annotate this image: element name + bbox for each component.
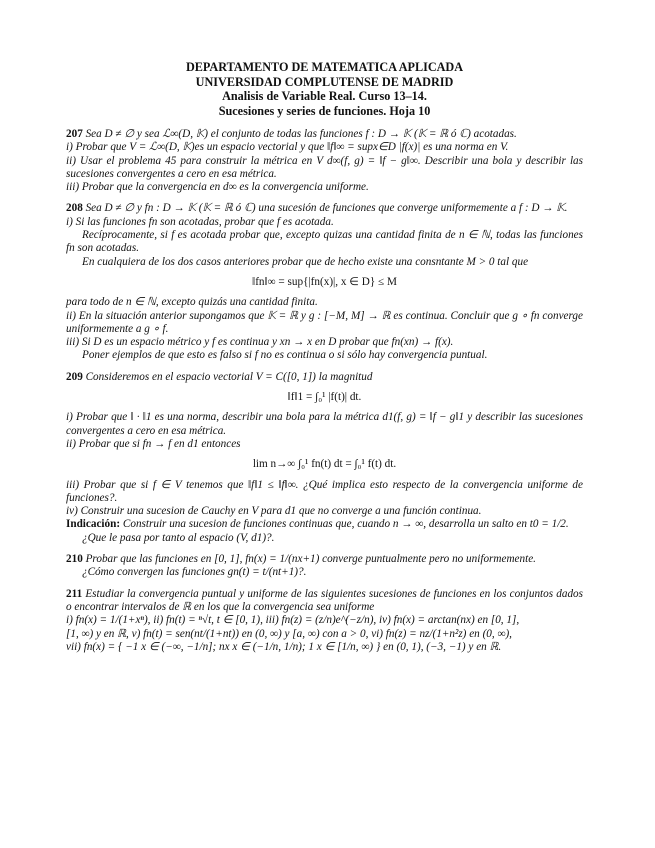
exercise-part: En cualquiera de los dos casos anteriores probar que de hecho existe una consntante M > 0 tal que [82,255,529,268]
exercise-statement: Sea D ≠ ∅ y fn : D → 𝕂 (𝕂 = ℝ ó ℂ) una sucesión de funciones que converge uniformemente a f : D → 𝕂. [85,202,568,215]
exercise-part: ii) Usar el problema 45 para construir la métrica en V d∞(f, g) = ‖f − g‖∞. Describir una bola y describir las sucesiones convergentes a cero en esa métrica. [66,154,583,180]
exercise-part: iii) Si D es un espacio métrico y f es continua y xn → x en D probar que fn(xn) → f(x). [66,336,454,349]
display-equation: ‖fn‖∞ = sup{|fn(x)|, x ∈ D} ≤ M [252,275,397,288]
exercise-part: i) Si las funciones fn son acotadas, probar que f es acotada. [66,215,334,228]
display-equation: ‖f‖1 = ∫₀¹ |f(t)| dt. [287,391,362,404]
exercise-number: 211 [66,587,83,600]
exercise-210 [66,553,583,580]
exercise-part: ii) En la situación anterior supongamos que 𝕂 = ℝ y g : [−M, M] → ℝ es continua. Concluir que g ∘ fn converge uniformemente a g ∘ f. [66,309,583,335]
exercise-statement: Consideremos en el espacio vectorial V = C([0, 1]) la magnitud [85,370,373,383]
exercise-number: 208 [66,202,83,215]
exercise-statement: Estudiar la convergencia puntual y uniforme de las siguientes sucesiones de funciones en los conjuntos dados o encontrar intervalos de ℝ en los que la convergencia sea uniforme [66,587,583,613]
display-equation: lim n→∞ ∫₀¹ fn(t) dt = ∫₀¹ f(t) dt. [252,458,397,471]
exercise-part: i) Probar que ‖ · ‖1 es una norma, describir una bola para la métrica d1(f, g) = ‖f − g‖1 y describir las sucesiones convergentes a cero en esa métrica. [66,411,583,437]
exercise-part: i) fn(x) = 1/(1+xⁿ), ii) fn(t) = ⁿ√t, t ∈ [0, 1), iii) fn(z) = (z/n)e^(−z/n), iv) fn(x) = arctan(nx) en [0, 1], [66,614,520,627]
sheet-title: Sucesiones y series de funciones. Hoja 10 [218,103,431,118]
exercise-part: [1, ∞) y en ℝ, v) fn(t) = sen(nt/(1+nt)) en (0, ∞) y [a, ∞) con a > 0, vi) fn(z) = nz/(1+n²z) en (0, ∞), [66,627,512,640]
exercise-number: 210 [66,553,83,566]
exercise-part: para todo de n ∈ ℕ, excepto quizás una cantidad finita. [66,296,318,309]
exercise-statement: Sea D ≠ ∅ y sea ℒ∞(D, 𝕂) el conjunto de todas las funciones f : D → 𝕂 (𝕂 = ℝ ó ℂ) acotadas. [85,128,517,140]
exercise-number: 209 [66,370,83,383]
exercise-part: vii) fn(x) = { −1 x ∈ (−∞, −1/n]; nx x ∈ (−1/n, 1/n); 1 x ∈ [1/n, ∞) } en (0, 1), (−3, −1) y en ℝ. [66,640,502,653]
exercise-part: iv) Construir una sucesion de Cauchy en V para d1 que no converge a una función continua. [66,505,482,518]
exercise-207 [66,128,583,194]
exercise-part: i) Probar que V = ℒ∞(D, 𝕂)es un espacio vectorial y que ‖f‖∞ = supx∈D |f(x)| es una norma en V. [66,141,509,154]
sheet-header [66,60,583,118]
exercise-sheet [66,60,583,654]
exercise-part: ¿Cómo convergen las funciones gn(t) = t/(nt+1)?. [82,566,307,579]
university-title: UNIVERSIDAD COMPLUTENSE DE MADRID [195,74,454,89]
exercise-208 [66,202,583,362]
exercise-part: Poner ejemplos de que esto es falso si f no es continua o si sólo hay convergencia puntual. [82,349,488,362]
exercise-part: iii) Probar que la convergencia en d∞ es la convergencia uniforme. [66,181,369,194]
exercise-statement: Probar que las funciones en [0, 1], fn(x) = 1/(nx+1) converge puntualmente pero no uniformemente. [85,553,536,566]
department-title: DEPARTAMENTO DE MATEMATICA APLICADA [185,60,464,74]
exercise-211 [66,588,583,654]
exercise-part: Recíprocamente, si f es acotada probar que, excepto quizas una cantidad finita de n ∈ ℕ, todas las funciones fn son acotadas. [66,229,583,255]
hint-label: Indicación: [66,518,121,531]
exercise-part: ii) Probar que si fn → f en d1 entonces [66,437,241,450]
exercise-part: ¿Que le pasa por tanto al espacio (V, d1)?. [82,531,275,544]
exercise-part: iii) Probar que si f ∈ V tenemos que ‖f‖1 ≤ ‖f‖∞. ¿Qué implica esto respecto de la convergencia uniforme de funciones?. [66,478,583,504]
hint-text: Construir una sucesion de funciones continuas que, cuando n → ∞, desarrolla un salto en t0 = 1/2. [122,518,569,531]
course-title: Analisis de Variable Real. Curso 13–14. [222,89,427,103]
exercise-209 [66,371,583,545]
exercise-number: 207 [66,128,83,140]
